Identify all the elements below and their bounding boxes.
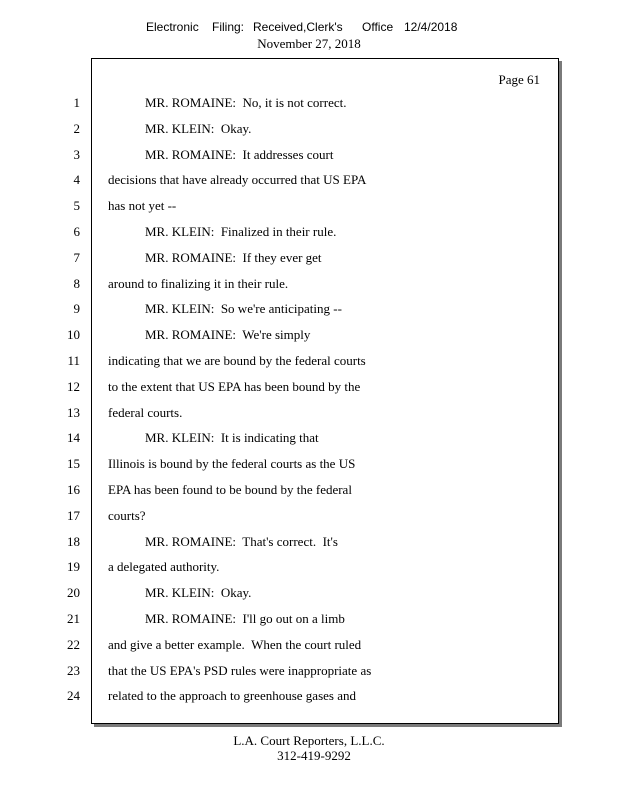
line-text: decisions that have already occurred that US EPA [108,172,367,187]
line-text: MR. ROMAINE: We're simply [145,327,311,342]
line-text: around to finalizing it in their rule. [108,276,289,291]
line-number: 7 [73,250,80,265]
reporter-phone: 312-419-9292 [277,748,351,763]
line-text: MR. ROMAINE: I'll go out on a limb [145,611,345,626]
line-number: 22 [67,637,80,652]
line-number: 24 [67,688,80,703]
line-text: EPA has been found to be bound by the federal [108,482,352,497]
line-text: MR. KLEIN: So we're anticipating -- [145,301,342,316]
line-number: 21 [67,611,80,626]
line-text: related to the approach to greenhouse gases and [108,688,356,703]
line-number: 12 [67,379,80,394]
line-text: MR. KLEIN: Finalized in their rule. [145,224,337,239]
page-number: Page 61 [498,72,540,87]
line-number: 17 [67,508,80,523]
line-text: indicating that we are bound by the federal courts [108,353,366,368]
line-number: 10 [67,327,80,342]
line-number: 4 [73,172,80,187]
line-text: MR. ROMAINE: It addresses court [145,147,334,162]
line-number: 20 [67,585,80,600]
filing-stamp-word: Office [362,20,394,34]
filing-stamp-date: 12/4/2018 [404,20,458,34]
filing-stamp-word: Received,Clerk's [253,20,343,34]
line-number: 9 [73,301,80,316]
line-text: MR. KLEIN: Okay. [145,585,252,600]
line-text: and give a better example. When the court ruled [108,637,362,652]
line-text: MR. KLEIN: Okay. [145,121,252,136]
line-number: 18 [67,534,80,549]
line-number: 6 [73,224,80,239]
filing-stamp [0,20,618,36]
line-number: 23 [67,663,80,678]
transcript-date: November 27, 2018 [257,36,361,51]
line-text: Illinois is bound by the federal courts as the US [108,456,356,471]
line-text: MR. ROMAINE: If they ever get [145,250,322,265]
line-number: 3 [73,147,80,162]
reporter-company: L.A. Court Reporters, L.L.C. [233,733,385,748]
line-number: 1 [73,95,80,110]
line-number: 5 [73,198,80,213]
line-text: courts? [108,508,146,523]
line-number: 19 [67,559,80,574]
line-text: to the extent that US EPA has been bound by the [108,379,361,394]
line-text: MR. ROMAINE: That's correct. It's [145,534,338,549]
line-number: 8 [73,276,80,291]
line-text: a delegated authority. [108,559,220,574]
line-number: 14 [67,430,80,445]
line-number: 13 [67,405,80,420]
filing-stamp-word: Filing: [212,20,245,34]
filing-stamp-word: Electronic [146,20,199,34]
line-text: MR. KLEIN: It is indicating that [145,430,319,445]
line-text: federal courts. [108,405,183,420]
line-number: 11 [67,353,80,368]
line-text: has not yet -- [108,198,177,213]
line-number: 15 [67,456,80,471]
line-text: that the US EPA's PSD rules were inappropriate as [108,663,372,678]
line-number: 2 [73,121,80,136]
line-number: 16 [67,482,80,497]
line-text: MR. ROMAINE: No, it is not correct. [145,95,347,110]
